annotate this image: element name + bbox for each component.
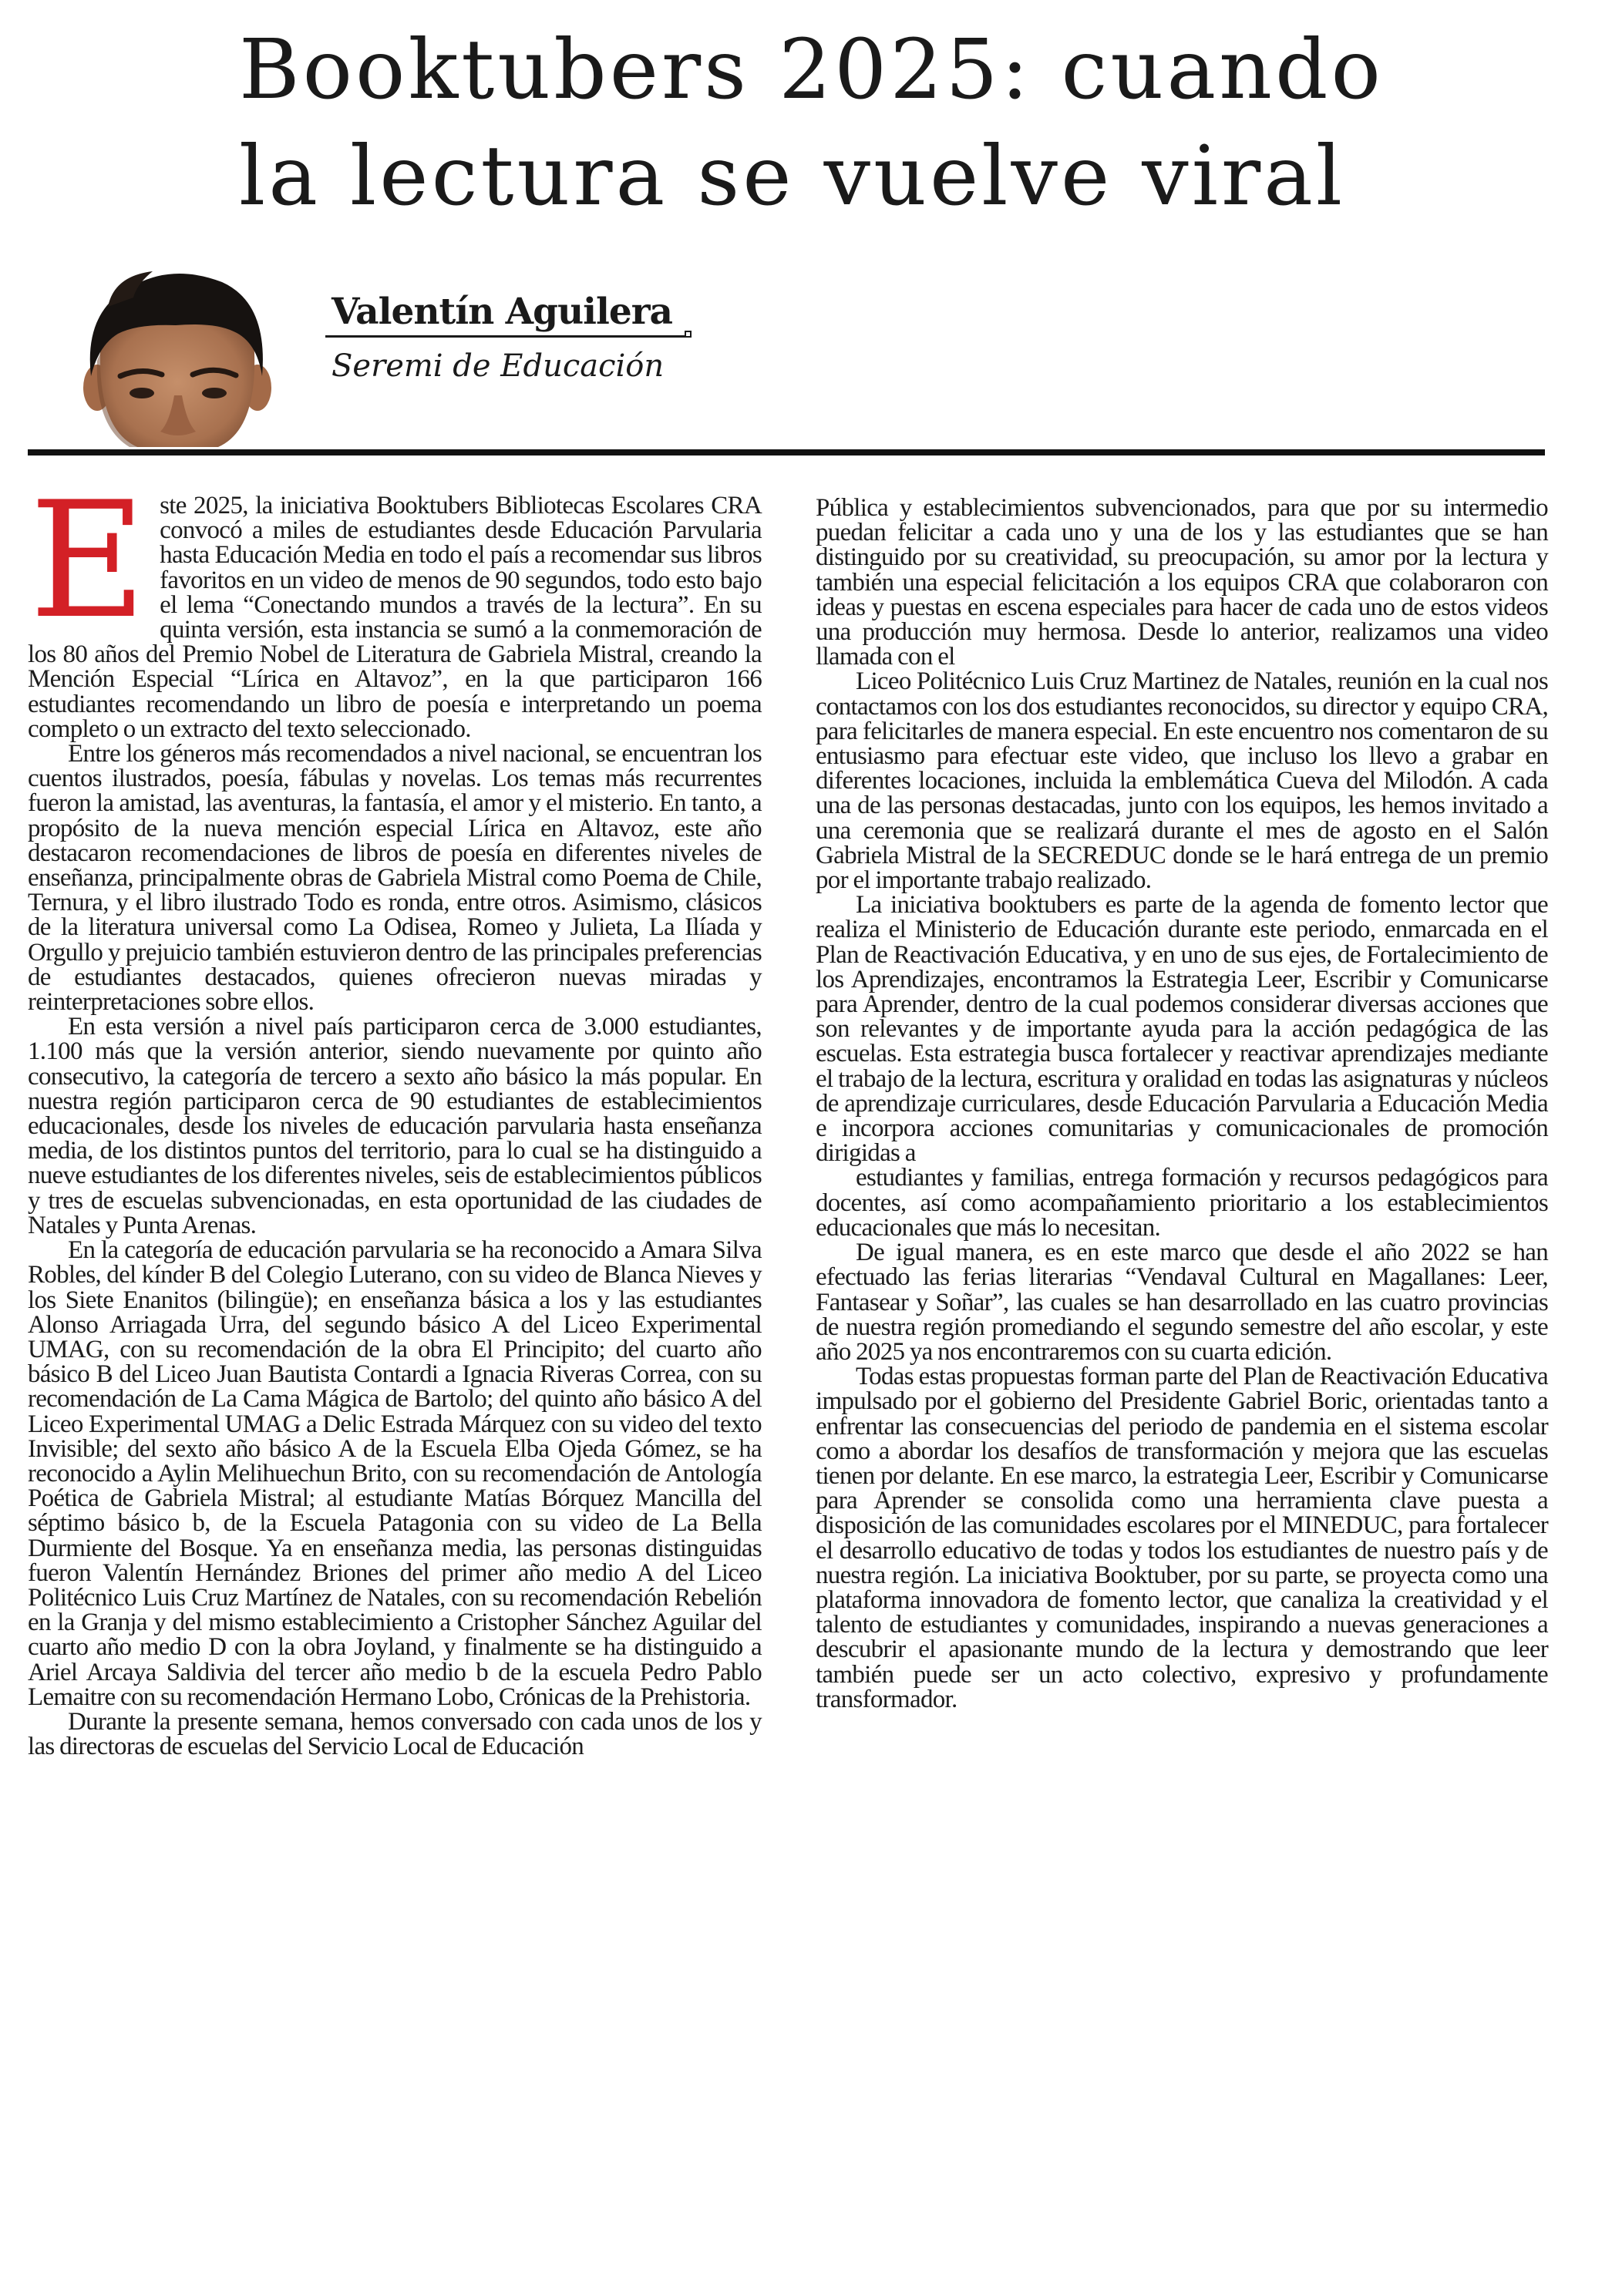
author-underline	[325, 335, 688, 338]
headline-line-2: la lectura se vuelve viral	[239, 129, 1346, 224]
author-name: Valentín Aguilera	[331, 291, 672, 333]
paragraph: estudiantes y familias, entrega formación y recursos pedagógicos para docentes, así como acompañamiento prioritario a los establecimientos educacionales que más lo necesitan.	[816, 1164, 1548, 1242]
paragraph-text: ste 2025, la iniciativa Booktubers Bibliotecas Escolares CRA convocó a miles de estudiantes desde Educación Parvularia hasta Educación Media en todo el país a recomendar sus libros favoritos en un video de menos de 90 segundos, todo esto bajo el lema “Conectando mundos a través de la lectura”. En su quinta versión, esta instancia se sumó a la conmemoración de los 80 años del Premio Nobel de Literatura de Gabriela Mistral, creando la Mención Especial “Lírica en Altavoz”, en la que participaron 166 estudiantes recomendando un libro de poesía e interpretando un poema completo o un extracto del texto seleccionado.	[28, 492, 762, 743]
paragraph: Entre los géneros más recomendados a nivel nacional, se encuentran los cuentos ilustrados, poesía, fábulas y novelas. Los temas más recurrentes fueron la amistad, las aventuras, la fantasía, el amor y el misterio. En tanto, a propósito de la nueva mención especial Lírica en Altavoz, este año destacaron recomendaciones de libros de poesía en diferentes niveles de enseñanza, principalmente obras de Gabriela Mistral como Poema de Chile, Ternura, y el libro ilustrado Todo es ronda, entre otros. Asimismo, clásicos de la literatura universal como La Odisea, Romeo y Julieta, La Ilíada y Orgullo y prejuicio también estuvieron dentro de las principales preferencias de estudiantes destacados, quienes ofrecieron nuevas miradas y reinterpretaciones sobre ellos.	[28, 740, 762, 1017]
drop-cap: E	[29, 468, 146, 654]
paragraph: De igual manera, es en este marco que desde el año 2022 se han efectuado las ferias literarias “Vendaval Cultural en Magallanes: Leer, Fantasear y Soñar”, las cuales se han desarrollado en las cuatro provincias de nuestra región promediando el segundo semestre del año escolar, y este año 2025 ya nos encontraremos con su cuarta edición.	[816, 1239, 1548, 1366]
paragraph: Liceo Politécnico Luis Cruz Martinez de Natales, reunión en la cual nos contactamos con los dos estudiantes reconocidos, su director y equipo CRA, para felicitarles de manera especial. En este encuentro nos comentaron de su entusiasmo para efectuar este video, que incluso los llevo a grabar en diferentes locaciones, incluida la emblemática Cueva del Milodón. A cada una de las personas destacadas, junto con los equipos, les hemos invitado a una ceremonia que se realizará durante el mes de agosto en el Salón Gabriela Mistral de la SECREDUC donde se le hará entrega de un premio por el importante trabajo realizado.	[816, 667, 1548, 895]
paragraph: En esta versión a nivel país participaron cerca de 3.000 estudiantes, 1.100 más que la versión anterior, siendo nuevamente por quinto año consecutivo, la categoría de tercero a sexto año básico la más popular. En nuestra región participaron cerca de 90 estudiantes de establecimientos educacionales, desde los niveles de educación parvularia hasta enseñanza media, de los distintos puntos del territorio, para lo cual se ha distinguido a nueve estudiantes de los diferentes niveles, seis de establecimientos públicos y tres de escuelas subvencionadas, en esta oportunidad de las ciudades de Natales y Punta Arenas.	[28, 1013, 762, 1239]
paragraph: Durante la presente semana, hemos conversado con cada unos de los y las directoras de escuelas del Servicio Local de Educación	[28, 1707, 762, 1761]
header-rule	[28, 449, 1545, 456]
paragraph	[28, 468, 762, 743]
headline	[239, 17, 1472, 230]
paragraph: La iniciativa booktubers es parte de la agenda de fomento lector que realiza el Ministerio de Educación durante este periodo, enmarcada en el Plan de Reactivación Educativa, y en uno de sus ejes, de Fortalecimiento de los Aprendizajes, encontramos la Estrategia Leer, Escribir y Comunicarse para Aprender, dentro de la cual podemos considerar diversas acciones que son relevantes y de importante ayuda para la acción pedagógica de las escuelas. Esta estrategia busca fortalecer y reactivar aprendizajes mediante el trabajo de la lectura, escritura y oralidad en todas las asignaturas y núcleos de aprendizaje curriculares, desde Educación Parvularia a Educación Media e incorpora acciones comunitarias y comunicacionales de promoción dirigidas a	[816, 891, 1548, 1168]
author-portrait	[60, 261, 291, 447]
author-role: Seremi de Educación	[331, 348, 665, 384]
paragraph: Todas estas propuestas forman parte del Plan de Reactivación Educativa impulsado por el gobierno del Presidente Gabriel Boric, orientadas tanto a enfrentar las consecuencias del periodo de pandemia en el sistema escolar como a abordar los desafíos de transformación y mejora que las escuelas tienen por delante. En ese marco, la estrategia Leer, Escribir y Comunicarse para Aprender se consolida como una herramienta clave puesta a disposición de las comunidades escolares por el MINEDUC, para fortalecer el desarrollo educativo de todas y todos los estudiantes de nuestro país y de nuestra región. La iniciativa Booktuber, por su parte, se proyecta como una plataforma innovadora de fomento lector, que canaliza la creatividad y el talento de estudiantes y comunidades, inspirando a nuevas generaciones a descubrir el apasionante mundo de la lectura y demostrando que leer también puede ser un acto colectivo, expresivo y profundamente transformador.	[816, 1363, 1548, 1713]
paragraph: Pública y establecimientos subvencionados, para que por su intermedio puedan felicitar a cada uno y una de los y las estudiantes que se han distinguido por su creatividad, su preocupación, su amor por la lectura y también una especial felicitación a los equipos CRA que colaboraron con ideas y puestas en escena especiales para hacer de cada uno de estos videos una producción muy hermosa. Desde lo anterior, realizamos una video llamada con el	[816, 494, 1548, 671]
right-column	[816, 496, 1548, 1712]
left-column	[28, 468, 762, 1761]
paragraph: En la categoría de educación parvularia se ha reconocido a Amara Silva Robles, del kínder B del Colegio Luterano, con su video de Blanca Nieves y los Siete Enanitos (bilingüe); en enseñanza básica a los y las estudiantes Alonso Arriagada Urra, del segundo básico A del Liceo Experimental UMAG, con su recomendación de la obra El Principito; del cuarto año básico B del Liceo Juan Bautista Contardi a Ignacia Riveras Correa, con su recomendación de La Cama Mágica de Bartolo; del quinto año básico A del Liceo Experimental UMAG a Delic Estrada Márquez con su video del texto Invisible; del sexto año básico A de la Escuela Elba Ojeda Gómez, se ha reconocido a Aylin Melihuechun Brito, con su recomendación de Antología Poética de Gabriela Mistral; al estudiante Matías Bórquez Mancilla del séptimo básico b, de la Escuela Patagonia con su video de La Bella Durmiente del Bosque. Ya en enseñanza media, las personas distinguidas fueron Valentín Hernández Briones del primer año medio A del Liceo Politécnico Luis Cruz Martínez de Natales, con su recomendación Rebelión en la Granja y del mismo establecimiento a Cristopher Sánchez Aguilar del cuarto año medio D con la obra Joyland, y finalmente se ha distinguido a Ariel Arcaya Saldivia del tercer año medio b de la escuela Pedro Pablo Lemaitre con su recomendación Hermano Lobo, Crónicas de la Prehistoria.	[28, 1236, 762, 1711]
headline-line-1: Booktubers 2025: cuando	[239, 22, 1384, 118]
byline-square-mark	[685, 331, 692, 338]
